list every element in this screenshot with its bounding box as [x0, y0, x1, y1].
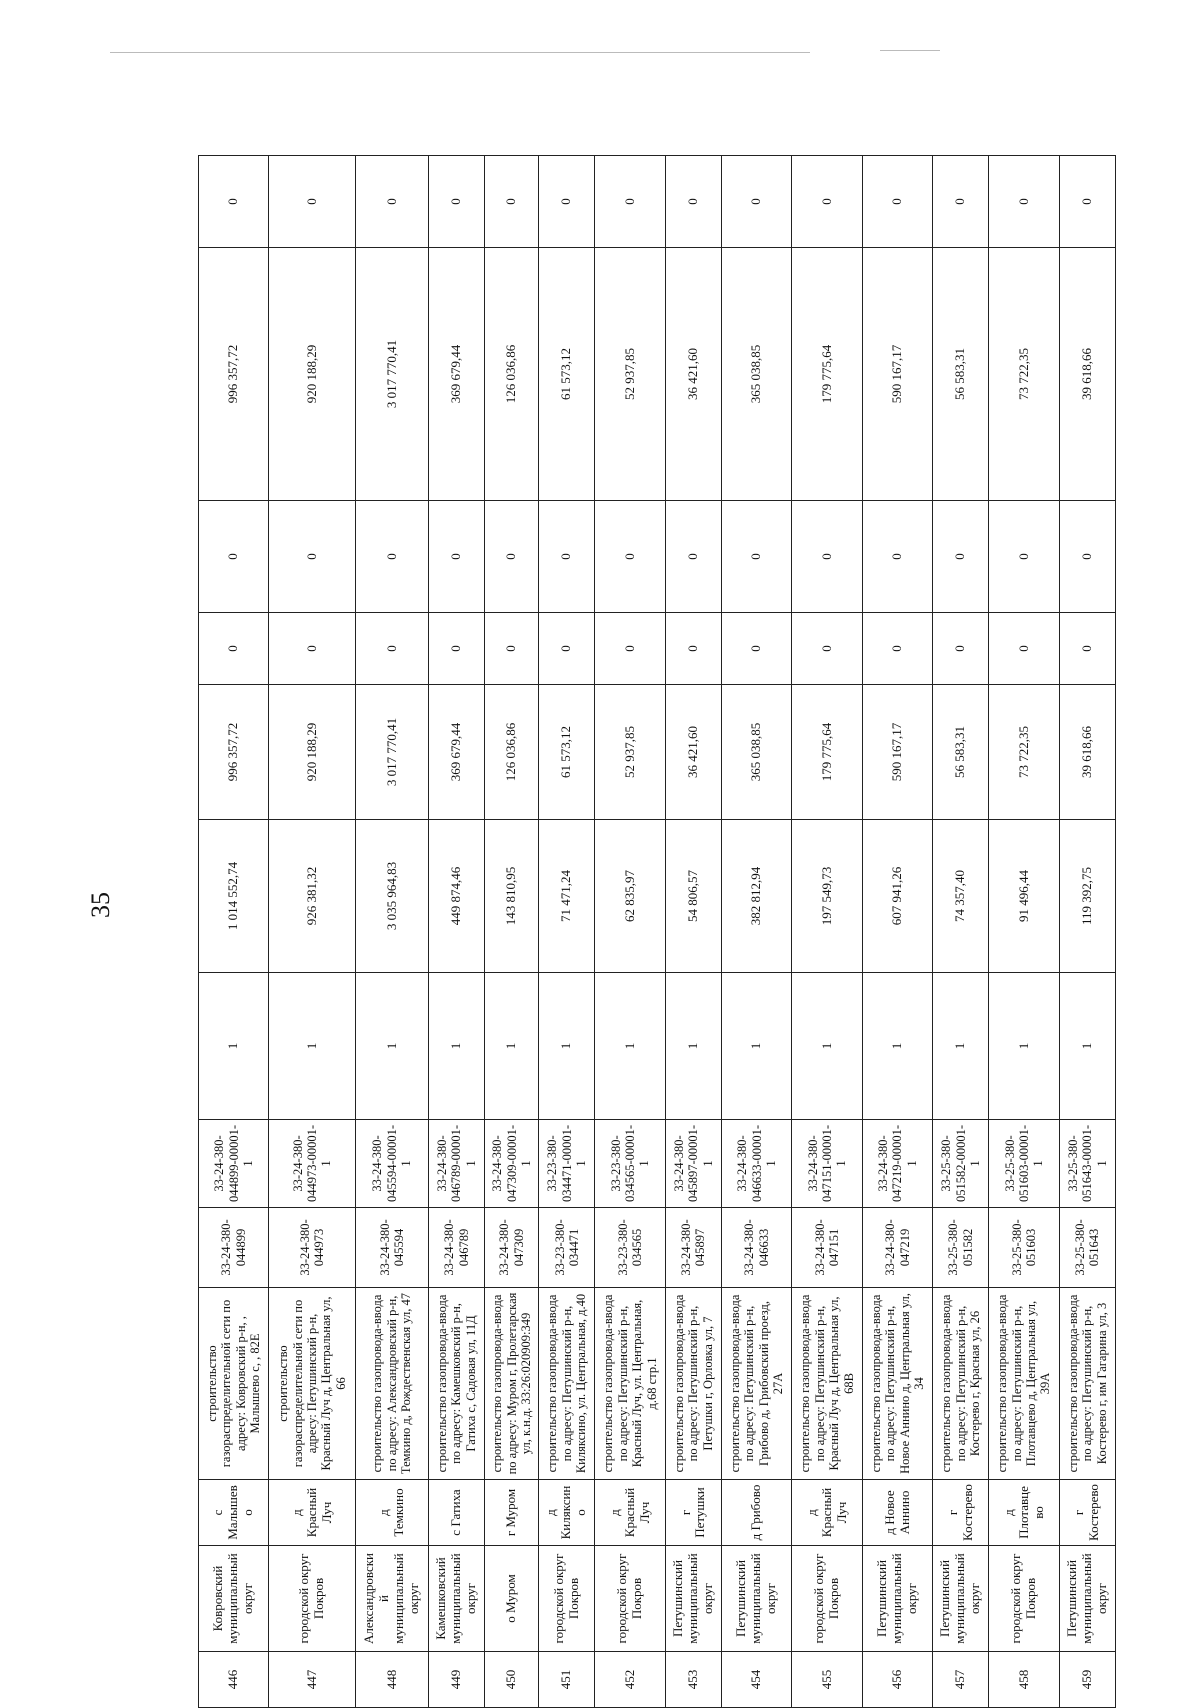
object-code-cell: 33-25-380-051643 — [1059, 1208, 1115, 1288]
amount-cell: 52 937,85 — [595, 685, 665, 820]
zero-amount-cell: 0 — [595, 501, 665, 613]
settlement-cell: д Киляксино — [539, 1480, 595, 1546]
description-cell: строительство газопровода-ввода по адресу: Петушинский р-н, Петушки г, Орловка ул, 7 — [665, 1288, 721, 1480]
municipality-cell: городской округ Покров — [792, 1546, 862, 1652]
quantity-cell: 1 — [1059, 973, 1115, 1120]
description-cell: строительство газопровода-ввода по адресу: Александровский р-н, Темкино д, Рождественская ул, 47 — [356, 1288, 429, 1480]
object-id-cell: 33-25-380-051603-00001-1 — [989, 1120, 1059, 1208]
settlement-cell: д Красный Луч — [792, 1480, 862, 1546]
amount-repeat-cell: 365 038,85 — [722, 248, 792, 501]
object-code-cell: 33-24-380-047151 — [792, 1208, 862, 1288]
table-row — [933, 156, 989, 1708]
settlement-cell: г Петушки — [665, 1480, 721, 1546]
object-id-cell: 33-24-380-047309-00001-1 — [485, 1120, 539, 1208]
table-row — [199, 156, 269, 1708]
zero-amount-cell: 0 — [356, 501, 429, 613]
zero-amount-cell: 0 — [665, 613, 721, 685]
table-row — [595, 156, 665, 1708]
settlement-cell: г Костерево — [1059, 1480, 1115, 1546]
description-cell: строительство газопровода-ввода по адресу: Петушинский р-н, Красный Луч, ул. Центральная, д.68 стр.1 — [595, 1288, 665, 1480]
settlement-cell: г Костерево — [933, 1480, 989, 1546]
object-id-cell: 33-23-380-034471-00001-1 — [539, 1120, 595, 1208]
municipality-cell: Петушинский муниципальный округ — [722, 1546, 792, 1652]
row-number-cell: 458 — [989, 1652, 1059, 1708]
amount-repeat-cell: 3 017 770,41 — [356, 248, 429, 501]
row-number-cell: 448 — [356, 1652, 429, 1708]
object-code-cell: 33-24-380-046633 — [722, 1208, 792, 1288]
zero-amount-cell: 0 — [428, 156, 484, 248]
amount-repeat-cell: 56 583,31 — [933, 248, 989, 501]
table-row — [539, 156, 595, 1708]
zero-amount-cell: 0 — [862, 501, 932, 613]
municipality-cell: Петушинский муниципальный округ — [1059, 1546, 1115, 1652]
amount-cell: 3 017 770,41 — [356, 685, 429, 820]
scan-artifact-line — [880, 50, 940, 51]
row-number-cell: 454 — [722, 1652, 792, 1708]
zero-amount-cell: 0 — [665, 156, 721, 248]
zero-amount-cell: 0 — [485, 156, 539, 248]
amount-repeat-cell: 369 679,44 — [428, 248, 484, 501]
object-code-cell: 33-24-380-044899 — [199, 1208, 269, 1288]
rotated-table-container — [198, 156, 1116, 1708]
zero-amount-cell: 0 — [269, 156, 356, 248]
total-cost-cell: 62 835,97 — [595, 820, 665, 973]
table-row — [989, 156, 1059, 1708]
zero-amount-cell: 0 — [595, 613, 665, 685]
zero-amount-cell: 0 — [989, 156, 1059, 248]
table-body — [199, 156, 1116, 1708]
quantity-cell: 1 — [199, 973, 269, 1120]
municipality-cell: Ковровский муниципальный округ — [199, 1546, 269, 1652]
amount-cell: 920 188,29 — [269, 685, 356, 820]
row-number-cell: 456 — [862, 1652, 932, 1708]
amount-cell: 365 038,85 — [722, 685, 792, 820]
object-id-cell: 33-24-380-047151-00001-1 — [792, 1120, 862, 1208]
quantity-cell: 1 — [933, 973, 989, 1120]
object-id-cell: 33-24-380-046789-00001-1 — [428, 1120, 484, 1208]
table-row — [722, 156, 792, 1708]
amount-cell: 56 583,31 — [933, 685, 989, 820]
amount-repeat-cell: 39 618,66 — [1059, 248, 1115, 501]
object-id-cell: 33-23-380-034565-00001-1 — [595, 1120, 665, 1208]
gas-pipeline-table — [198, 155, 1116, 1708]
municipality-cell: городской округ Покров — [539, 1546, 595, 1652]
amount-cell: 179 775,64 — [792, 685, 862, 820]
description-cell: строительство газопровода-ввода по адресу: Петушинский р-н, Новое Аннино д, Центральная ул, 34 — [862, 1288, 932, 1480]
description-cell: строительство газораспределительной сети по адресу: Петушинский р-н, Красный Луч д, Центральная ул, 66 — [269, 1288, 356, 1480]
quantity-cell: 1 — [428, 973, 484, 1120]
amount-repeat-cell: 126 036,86 — [485, 248, 539, 501]
object-code-cell: 33-24-380-047219 — [862, 1208, 932, 1288]
object-code-cell: 33-23-380-034565 — [595, 1208, 665, 1288]
total-cost-cell: 74 357,40 — [933, 820, 989, 973]
total-cost-cell: 3 035 964,83 — [356, 820, 429, 973]
zero-amount-cell: 0 — [989, 613, 1059, 685]
object-id-cell: 33-25-380-051643-00001-1 — [1059, 1120, 1115, 1208]
quantity-cell: 1 — [269, 973, 356, 1120]
object-id-cell: 33-25-380-051582-00001-1 — [933, 1120, 989, 1208]
municipality-cell: о Муром — [485, 1546, 539, 1652]
zero-amount-cell: 0 — [933, 156, 989, 248]
row-number-cell: 459 — [1059, 1652, 1115, 1708]
row-number-cell: 451 — [539, 1652, 595, 1708]
settlement-cell: с Гатиха — [428, 1480, 484, 1546]
scan-artifact-line — [110, 52, 810, 53]
table-row — [862, 156, 932, 1708]
amount-cell: 61 573,12 — [539, 685, 595, 820]
table-row — [485, 156, 539, 1708]
total-cost-cell: 119 392,75 — [1059, 820, 1115, 973]
municipality-cell: городской округ Покров — [269, 1546, 356, 1652]
zero-amount-cell: 0 — [792, 156, 862, 248]
amount-repeat-cell: 36 421,60 — [665, 248, 721, 501]
settlement-cell: д Новое Аннино — [862, 1480, 932, 1546]
total-cost-cell: 54 806,57 — [665, 820, 721, 973]
municipality-cell: Александровский муниципальный округ — [356, 1546, 429, 1652]
table-row — [792, 156, 862, 1708]
zero-amount-cell: 0 — [989, 501, 1059, 613]
page-number: 35 — [86, 892, 115, 918]
object-code-cell: 33-24-380-046789 — [428, 1208, 484, 1288]
zero-amount-cell: 0 — [792, 613, 862, 685]
amount-cell: 369 679,44 — [428, 685, 484, 820]
row-number-cell: 449 — [428, 1652, 484, 1708]
amount-cell: 36 421,60 — [665, 685, 721, 820]
description-cell: строительство газопровода-ввода по адресу: Петушинский р-н, Костерево г, Красная ул, 26 — [933, 1288, 989, 1480]
description-cell: строительство газопровода-ввода по адресу: Камешковский р-н, Гатиха с, Садовая ул, 11Д — [428, 1288, 484, 1480]
amount-repeat-cell: 61 573,12 — [539, 248, 595, 501]
zero-amount-cell: 0 — [665, 501, 721, 613]
total-cost-cell: 91 496,44 — [989, 820, 1059, 973]
amount-repeat-cell: 590 167,17 — [862, 248, 932, 501]
zero-amount-cell: 0 — [722, 613, 792, 685]
description-cell: строительство газопровода-ввода по адресу: Петушинский р-н, Грибово д, Грибовский проезд, 27А — [722, 1288, 792, 1480]
zero-amount-cell: 0 — [428, 501, 484, 613]
total-cost-cell: 449 874,46 — [428, 820, 484, 973]
object-code-cell: 33-23-380-034471 — [539, 1208, 595, 1288]
total-cost-cell: 926 381,32 — [269, 820, 356, 973]
zero-amount-cell: 0 — [792, 501, 862, 613]
object-code-cell: 33-24-380-044973 — [269, 1208, 356, 1288]
zero-amount-cell: 0 — [485, 501, 539, 613]
row-number-cell: 455 — [792, 1652, 862, 1708]
amount-cell: 590 167,17 — [862, 685, 932, 820]
municipality-cell: городской округ Покров — [989, 1546, 1059, 1652]
zero-amount-cell: 0 — [862, 156, 932, 248]
quantity-cell: 1 — [539, 973, 595, 1120]
zero-amount-cell: 0 — [199, 501, 269, 613]
zero-amount-cell: 0 — [722, 156, 792, 248]
object-code-cell: 33-25-380-051603 — [989, 1208, 1059, 1288]
amount-repeat-cell: 920 188,29 — [269, 248, 356, 501]
object-code-cell: 33-25-380-051582 — [933, 1208, 989, 1288]
zero-amount-cell: 0 — [1059, 156, 1115, 248]
object-code-cell: 33-24-380-045594 — [356, 1208, 429, 1288]
table-row — [428, 156, 484, 1708]
total-cost-cell: 71 471,24 — [539, 820, 595, 973]
settlement-cell: д Красный Луч — [595, 1480, 665, 1546]
quantity-cell: 1 — [792, 973, 862, 1120]
zero-amount-cell: 0 — [428, 613, 484, 685]
table-row — [356, 156, 429, 1708]
object-id-cell: 33-24-380-045594-00001-1 — [356, 1120, 429, 1208]
description-cell: строительство газопровода-ввода по адресу: Петушинский р-н, Костерево г, им Гагарина ул, 3 — [1059, 1288, 1115, 1480]
quantity-cell: 1 — [595, 973, 665, 1120]
settlement-cell: г Муром — [485, 1480, 539, 1546]
settlement-cell: с Малышево — [199, 1480, 269, 1546]
quantity-cell: 1 — [485, 973, 539, 1120]
object-code-cell: 33-24-380-045897 — [665, 1208, 721, 1288]
amount-repeat-cell: 73 722,35 — [989, 248, 1059, 501]
object-id-cell: 33-24-380-044899-00001-1 — [199, 1120, 269, 1208]
quantity-cell: 1 — [862, 973, 932, 1120]
municipality-cell: Петушинский муниципальный округ — [665, 1546, 721, 1652]
amount-cell: 126 036,86 — [485, 685, 539, 820]
total-cost-cell: 143 810,95 — [485, 820, 539, 973]
zero-amount-cell: 0 — [269, 501, 356, 613]
zero-amount-cell: 0 — [1059, 501, 1115, 613]
total-cost-cell: 382 812,94 — [722, 820, 792, 973]
zero-amount-cell: 0 — [539, 501, 595, 613]
description-cell: строительство газопровода-ввода по адресу: Петушинский р-н, Красный Луч д, Центральная ул, 68В — [792, 1288, 862, 1480]
zero-amount-cell: 0 — [539, 156, 595, 248]
description-cell: строительство газопровода-ввода по адресу: Петушинский р-н, Плотавцево д, Центральная ул, 39А — [989, 1288, 1059, 1480]
municipality-cell: Петушинский муниципальный округ — [862, 1546, 932, 1652]
zero-amount-cell: 0 — [199, 613, 269, 685]
settlement-cell: д Красный Луч — [269, 1480, 356, 1546]
object-id-cell: 33-24-380-047219-00001-1 — [862, 1120, 932, 1208]
amount-cell: 39 618,66 — [1059, 685, 1115, 820]
municipality-cell: Петушинский муниципальный округ — [933, 1546, 989, 1652]
row-number-cell: 450 — [485, 1652, 539, 1708]
municipality-cell: Камешковский муниципальный округ — [428, 1546, 484, 1652]
total-cost-cell: 607 941,26 — [862, 820, 932, 973]
quantity-cell: 1 — [356, 973, 429, 1120]
zero-amount-cell: 0 — [269, 613, 356, 685]
amount-repeat-cell: 996 357,72 — [199, 248, 269, 501]
zero-amount-cell: 0 — [356, 613, 429, 685]
object-id-cell: 33-24-380-046633-00001-1 — [722, 1120, 792, 1208]
zero-amount-cell: 0 — [595, 156, 665, 248]
table-row — [1059, 156, 1115, 1708]
zero-amount-cell: 0 — [539, 613, 595, 685]
municipality-cell: городской округ Покров — [595, 1546, 665, 1652]
amount-repeat-cell: 52 937,85 — [595, 248, 665, 501]
table-row — [269, 156, 356, 1708]
quantity-cell: 1 — [722, 973, 792, 1120]
description-cell: строительство газопровода-ввода по адресу: Петушинский р-н, Киляксино, ул. Центральная, д.40 — [539, 1288, 595, 1480]
settlement-cell: д Грибово — [722, 1480, 792, 1546]
object-id-cell: 33-24-380-044973-00001-1 — [269, 1120, 356, 1208]
zero-amount-cell: 0 — [862, 613, 932, 685]
zero-amount-cell: 0 — [485, 613, 539, 685]
zero-amount-cell: 0 — [199, 156, 269, 248]
amount-cell: 996 357,72 — [199, 685, 269, 820]
zero-amount-cell: 0 — [356, 156, 429, 248]
quantity-cell: 1 — [665, 973, 721, 1120]
object-id-cell: 33-24-380-045897-00001-1 — [665, 1120, 721, 1208]
row-number-cell: 457 — [933, 1652, 989, 1708]
total-cost-cell: 1 014 552,74 — [199, 820, 269, 973]
settlement-cell: д Плотавцево — [989, 1480, 1059, 1546]
object-code-cell: 33-24-380-047309 — [485, 1208, 539, 1288]
zero-amount-cell: 0 — [1059, 613, 1115, 685]
zero-amount-cell: 0 — [933, 501, 989, 613]
row-number-cell: 452 — [595, 1652, 665, 1708]
settlement-cell: д Темкино — [356, 1480, 429, 1546]
amount-repeat-cell: 179 775,64 — [792, 248, 862, 501]
row-number-cell: 447 — [269, 1652, 356, 1708]
description-cell: строительство газораспределительной сети по адресу: Ковровский р-н, , Малышево с, , 82Е — [199, 1288, 269, 1480]
zero-amount-cell: 0 — [722, 501, 792, 613]
quantity-cell: 1 — [989, 973, 1059, 1120]
table-row — [665, 156, 721, 1708]
row-number-cell: 453 — [665, 1652, 721, 1708]
description-cell: строительство газопровода-ввода по адресу: Муром г, Пролетарская ул, к.н.д. 33:26:020909:349 — [485, 1288, 539, 1480]
total-cost-cell: 197 549,73 — [792, 820, 862, 973]
zero-amount-cell: 0 — [933, 613, 989, 685]
amount-cell: 73 722,35 — [989, 685, 1059, 820]
row-number-cell: 446 — [199, 1652, 269, 1708]
